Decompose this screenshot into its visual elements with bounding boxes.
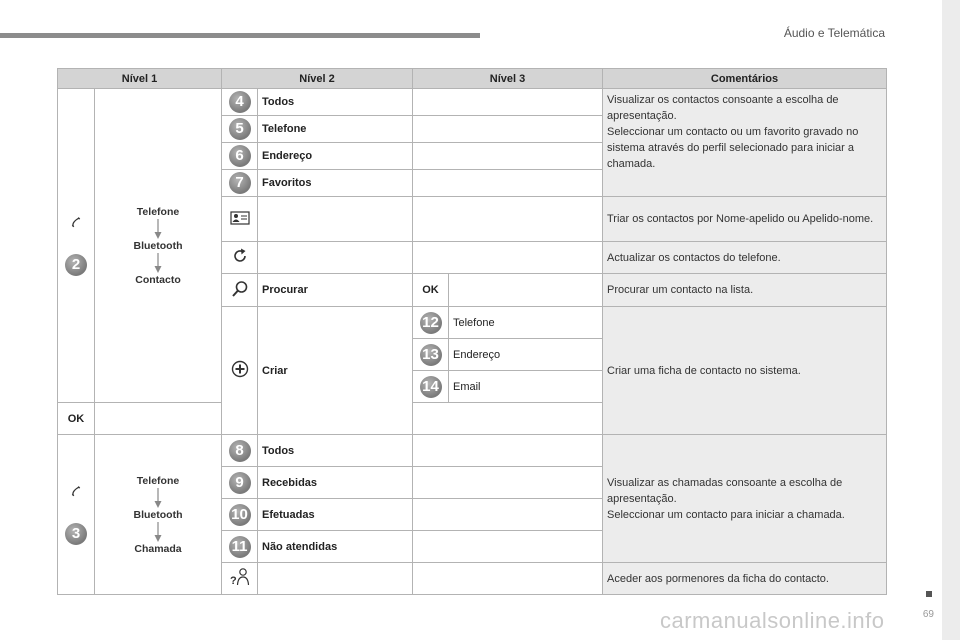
refresh-icon [231,247,249,265]
arrow-down-icon [154,487,162,509]
create-email: Email [449,371,603,403]
path-telefone: Telefone [136,205,180,218]
page-marker [926,591,932,597]
option-todos-chamadas: Todos [258,435,413,467]
path-bluetooth: Bluetooth [133,508,183,521]
option-telefone: Telefone [258,116,413,143]
step-badge-11: 11 [229,536,251,558]
path-contacto: Contacto [135,273,181,286]
contact-details-icon [229,567,251,587]
level1-contacts-cell [58,89,95,403]
path-chamada: Chamada [134,542,182,555]
comment-sort: Triar os contactos por Nome-apelido ou Apelido-nome. [603,197,887,242]
svg-text:?: ? [229,575,237,587]
phone-icon [70,485,82,497]
step-badge-2: 2 [65,254,87,276]
level1-calls-path [95,435,222,595]
step-badge-14: 14 [420,376,442,398]
page-edge-strip [942,0,960,640]
menu-table [57,68,887,595]
comment-create: Criar uma ficha de contacto no sistema. [603,307,887,435]
step-badge-9: 9 [229,472,251,494]
level1-calls-cell [58,435,95,595]
path-bluetooth: Bluetooth [133,239,183,252]
step-badge-3: 3 [65,523,87,545]
comment-details: Aceder aos pormenores da ficha do contacto. [603,563,887,595]
comment-search: Procurar um contacto na lista. [603,274,887,307]
phone-icon [70,216,82,228]
step-badge-7: 7 [229,172,251,194]
watermark: carmanualsonline.info [660,608,885,633]
option-procurar: Procurar [258,274,413,307]
option-favoritos: Favoritos [258,170,413,197]
add-circle-icon [231,360,249,378]
header-rule [0,33,480,38]
search-ok: OK [413,274,449,307]
comment-refresh: Actualizar os contactos do telefone. [603,242,887,274]
option-efetuadas: Efetuadas [258,499,413,531]
path-telefone: Telefone [136,474,180,487]
option-criar: Criar [258,307,413,435]
step-badge-5: 5 [229,118,251,140]
comment-view-contacts: Visualizar os contactos consoante a escolha de apresentação. Seleccionar um contacto ou um favorito gravado no sistema através do perfil selecionado para iniciar a chamada. [603,89,887,197]
header-level2: Nível 2 [222,69,413,89]
step-badge-13: 13 [420,344,442,366]
create-telefone: Telefone [449,307,603,339]
step-badge-6: 6 [229,145,251,167]
header-level3: Nível 3 [413,69,603,89]
step-badge-10: 10 [229,504,251,526]
step-badge-12: 12 [420,312,442,334]
option-todos: Todos [258,89,413,116]
arrow-down-icon [154,252,162,274]
search-icon [231,280,249,298]
create-ok: OK [58,403,95,435]
option-recebidas: Recebidas [258,467,413,499]
option-endereco: Endereço [258,143,413,170]
contact-card-icon [230,211,250,225]
comment-calls: Visualizar as chamadas consoante a escolha de apresentação. Seleccionar um contacto para iniciar a chamada. [603,435,887,563]
header-level1: Nível 1 [58,69,222,89]
page-number: 69 [922,609,934,620]
option-nao-atendidas: Não atendidas [258,531,413,563]
level1-contacts-path [95,89,222,403]
step-badge-4: 4 [229,91,251,113]
section-title: Áudio e Telemática [783,26,885,40]
header-comments: Comentários [603,69,887,89]
step-badge-8: 8 [229,440,251,462]
create-endereco: Endereço [449,339,603,371]
arrow-down-icon [154,521,162,543]
arrow-down-icon [154,218,162,240]
